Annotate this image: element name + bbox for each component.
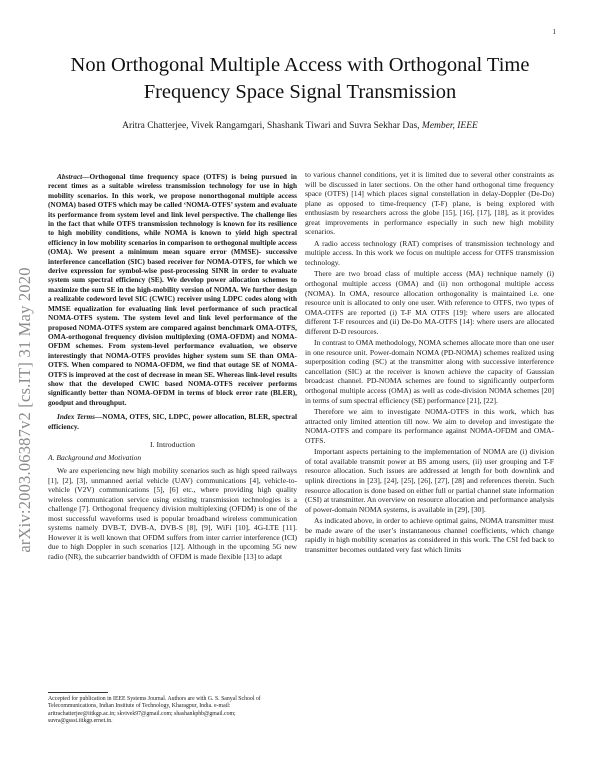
page-number: 1: [552, 28, 556, 36]
paper-title: Non Orthogonal Multiple Access with Orthogonal Time Frequency Space Signal Transmission: [70, 54, 530, 103]
body-paragraph: As indicated above, in order to achieve optimal gains, NOMA transmitter must be made aware of the user’s instantaneous channel coefficients, which change rapidly in high mobility scenarios as considered in this work. The CSI fed back to transmitter becomes outdated very fast which limits: [305, 516, 554, 554]
arxiv-identifier: arXiv:2003.06387v2 [cs.IT] 31 May 2020: [15, 267, 34, 553]
author-line: [40, 121, 560, 131]
arxiv-stamp: [14, 190, 36, 630]
index-terms: [48, 412, 297, 431]
author-names: Aritra Chatterjee, Vivek Rangamgari, Shashank Tiwari and Suvra Sekhar Das,: [122, 121, 422, 131]
body-paragraph: to various channel conditions, yet it is limited due to several other constraints as will be discussed in later sections. On the other hand orthogonal time frequency space (OTFS) [14] which places signal constellation in delay-Doppler (De-Do) plane as opposed to time-frequency (T-F) plane, is being explored with enthusiasm by researchers across the globe [15], [16], [17], [18], as it provides great improvements in performance especially in such new high mobility scenarios.: [305, 170, 554, 237]
left-column: [48, 172, 297, 562]
abstract: [48, 172, 297, 407]
body-paragraph: In contrast to OMA methodology, NOMA schemes allocate more than one user in one resource unit. Power-domain NOMA (PD-NOMA) schemes realized using superposition coding (SC) at the transmitter along with successive interference cancellation (SIC) at the receiver is known achieve the capacity of Gaussian broadcast channel. PD-NOMA schemes are found to significantly outperform orthogonal multiple access (OMA) as well as code-division NOMA schemes [20] in terms of sum spectral efficiency (SE) performance [21], [22].: [305, 338, 554, 405]
author-membership: Member, IEEE: [421, 121, 478, 131]
index-terms-text: —NOMA, OTFS, SIC, LDPC, power allocation, BLER, spectral efficiency.: [48, 412, 297, 431]
body-paragraph: We are experiencing new high mobility scenarios such as high speed railways [1], [2], [3], unmanned aerial vehicle (UAV) communications [4], vehicle-to-vehicle (V2V) communications [5], [6] etc., where providing high quality wireless communication service using existing transmission technologies is a challenge [7]. Orthogonal frequency division multiplexing (OFDM) is one of the most successful waveforms used is popular broadband wireless communication systems namely DVB-T, DVB-A, DVB-S [8], [9], WiFi [10], 4G-LTE [11]. However it is well known that OFDM suffers from inter carrier interference (ICI) due to high Doppler in such scenarios [12]. Although in the upcoming 5G new radio (NR), the subcarrier bandwidth of OFDM is made flexible [13] to adapt: [48, 466, 297, 561]
body-paragraph: There are two broad class of multiple access (MA) technique namely (i) orthogonal multiple access (OMA) and (ii) non orthogonal multiple access (NOMA). In OMA, resource allocation orthogonality is maintained i.e. one resource unit is allocated to only one user. With reference to OTFS, two types of OMA-OTFS are reported (i) T-F MA OTFS [19]: where users are allocated different T-F resources and (ii) De-Do MA-OTFS [14]: where users are allocated different D-D resources.: [305, 269, 554, 336]
footnote-rule: [48, 692, 108, 693]
abstract-label: Abstract: [57, 172, 83, 181]
abstract-text: —Orthogonal time frequency space (OTFS) is being pursued in recent times as a suitable wireless transmission technology for use in high mobility scenarios. In this work, we propose nonorthogonal multiple access (NOMA) based OTFS which may be called ‘NOMA-OTFS’ system and evaluate its performance from system level and link level perspective. The challenge lies in the fact that while OTFS transmission technology is known for its resilience to high mobility conditions, while NOMA is known to yield high spectral efficiency in low mobility scenarios in comparison to orthogonal multiple access (OMA). We present a minimum mean square error (MMSE)- successive interference cancellation (SIC) based receiver for NOMA-OTFS, for which we derive expression for symbol-wise post-processing SINR in order to evaluate system sum spectral efficiency (SE). We develop power allocation schemes to maximize the sum SE in the high-mobility version of NOMA. We further design a realizable codeword level SIC (CWIC) receiver using LDPC codes along with MMSE equalization for evaluating link level performance of such practical NOMA-OTFS system. The system level and link level performance of the proposed NOMA-OTFS system are compared against benchmark OMA-OTFS, OMA-orthogonal frequency division multiplexing (OMA-OFDM) and NOMA-OFDM schemes. From system-level performance evaluation, we observe interestingly that NOMA-OTFS provides higher system sum SE than OMA-OTFS. When compared to NOMA-OFDM, we find that outage SE of NOMA-OTFS is improved at the cost of decrease in mean SE. Whereas link-level results show that the developed CWIC based NOMA-OTFS receiver performs significantly better than NOMA-OFDM in terms of block error rate (BLER), goodput and throughput.: [48, 172, 297, 407]
section-heading: I. Introduction: [149, 439, 196, 449]
index-terms-label: Index Terms: [57, 412, 95, 422]
right-column: [305, 170, 554, 554]
footnote: Accepted for publication in IEEE Systems Journal. Authors are with G. S. Sanyal School of Telecommunications, Indian Institute of Technology, Kharagpur, India. e-mail: aritrachatterjee@iitkgp.ac.in; skvivek97@gmail.com; shashankphb@gmail.com; suvra@gssst.iitkgp.ernet.in.: [48, 696, 261, 724]
body-paragraph: Therefore we aim to investigate NOMA-OTFS in this work, which has attracted only limited attention till now. We aim to develop and investigate the NOMA-OTFS and compare its performance against NOMA-OFDM and OMA-OTFS.: [305, 407, 554, 445]
body-paragraph: Important aspects pertaining to the implementation of NOMA are (i) division of total available transmit power at BS among users, (ii) user grouping and T-F resource allocation. Such issues are addressed at length for both downlink and uplink directions in [23], [24], [25], [26], [27], [28] and references therein. Such resource allocation is done based on either full or partial channel state information (CSI) at transmitter. An overview on resource allocation and performance analysis of power-domain NOMA systems, is available in [29], [30].: [305, 447, 554, 514]
subsection-heading: A. Background and Motivation: [48, 452, 142, 462]
body-paragraph: A radio access technology (RAT) comprises of transmission technology and multiple access. In this work we focus on multiple access for OTFS transmission technology.: [305, 238, 554, 267]
